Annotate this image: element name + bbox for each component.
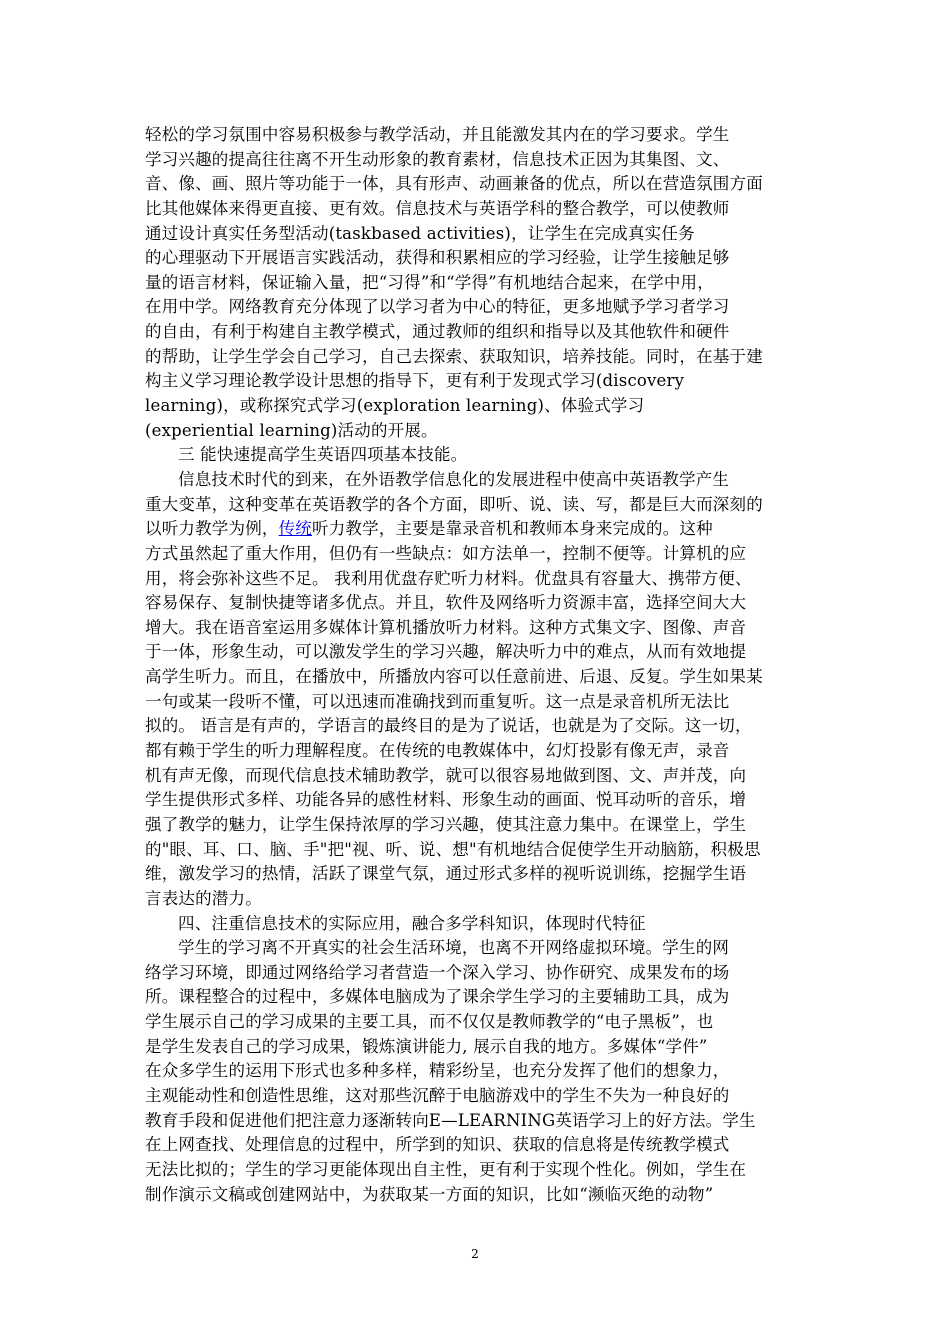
text-line: 增大。我在语音室运用多媒体计算机播放听力材料。这种方式集文字、图像、声音 (145, 617, 747, 637)
text-line: 一句或某一段听不懂，可以迅速而准确找到而重复听。这一点是录音机所无法比 (145, 691, 730, 711)
text-line: 量的语言材料，保证输入量，把“习得”和“学得”有机地结合起来，在学中用， (145, 272, 714, 292)
text-line-prefix: 以听力教学为例， (145, 519, 279, 539)
text-line: 是学生发表自己的学习成果，锻炼演讲能力, 展示自我的地方。多媒体“学件” (145, 1036, 708, 1056)
text-line: 所。课程整合的过程中，多媒体电脑成为了课余学生学习的主要辅助工具，成为 (145, 987, 730, 1007)
text-line: 于一体，形象生动，可以激发学生的学习兴趣，解决听力中的难点，从而有效地提 (145, 642, 747, 662)
text-line: 在上网查找、处理信息的过程中，所学到的知识、获取的信息将是传统教学模式 (145, 1135, 730, 1155)
text-line: 制作演示文稿或创建网站中，为获取某一方面的知识，比如“濒临灭绝的动物” (145, 1184, 714, 1204)
text-line: 的自由，有利于构建自主教学模式，通过教师的组织和指导以及其他软件和硬件 (145, 322, 730, 342)
text-line: 强了教学的魅力，让学生保持浓厚的学习兴趣，使其注意力集中。在课堂上，学生 (145, 814, 747, 834)
text-line: 三 能快速提高学生英语四项基本技能。 (178, 445, 468, 465)
text-line: 音、像、画、照片等功能于一体，具有形声、动画兼备的优点，所以在营造氛围方面 (145, 174, 763, 194)
text-line: 在用中学。网络教育充分体现了以学习者为中心的特征，更多地赋予学习者学习 (145, 297, 730, 317)
text-line: 拟的。 语言是有声的，学语言的最终目的是为了说话，也就是为了交际。这一切， (145, 716, 752, 736)
text-line: 机有声无像，而现代信息技术辅助教学，就可以很容易地做到图、文、声并茂，向 (145, 765, 747, 785)
text-line: 重大变革，这种变革在英语教学的各个方面，即听、说、读、写，都是巨大而深刻的 (145, 494, 763, 514)
text-line: 容易保存、复制快捷等诸多优点。并且，软件及网络听力资源丰富，选择空间大大 (145, 593, 747, 613)
text-line: 方式虽然起了重大作用，但仍有一些缺点：如方法单一，控制不便等。计算机的应 (145, 543, 747, 563)
text-line: 通过设计真实任务型活动(taskbased activities)，让学生在完成真实任务 (145, 223, 695, 243)
text-line: 用，将会弥补这些不足。 我利用优盘存贮听力材料。优盘具有容量大、携带方便、 (145, 568, 752, 588)
text-line: 在众多学生的运用下形式也多种多样，精彩纷呈，也充分发挥了他们的想象力， (145, 1061, 730, 1081)
text-line: 主观能动性和创造性思维，这对那些沉醉于电脑游戏中的学生不失为一种良好的 (145, 1085, 730, 1105)
text-line: 学生的学习离不开真实的社会生活环境，也离不开网络虚拟环境。学生的网 (178, 938, 730, 958)
text-line: 无法比拟的；学生的学习更能体现出自主性，更有利于实现个性化。例如，学生在 (145, 1159, 747, 1179)
text-line: 学生展示自己的学习成果的主要工具，而不仅仅是教师教学的“电子黑板”，也 (145, 1012, 714, 1032)
text-line-rest: 听力教学，主要是靠录音机和教师本身来完成的。这种 (312, 519, 713, 539)
hyperlink[interactable]: 传统 (278, 519, 313, 539)
text-line: 的帮助，让学生学会自己学习，自己去探索、获取知识，培养技能。同时，在基于建 (145, 346, 763, 366)
text-line: 教育手段和促进他们把注意力逐渐转向E—LEARNING英语学习上的好方法。学生 (145, 1110, 756, 1130)
text-line: 构主义学习理论教学设计思想的指导下，更有利于发现式学习(discovery (145, 371, 685, 391)
text-line: 四、注重信息技术的实际应用，融合多学科知识，体现时代特征 (178, 913, 646, 933)
text-line (145, 517, 807, 542)
text-line: 比其他媒体来得更直接、更有效。信息技术与英语学科的整合教学，可以使教师 (145, 198, 730, 218)
text-line: 学习兴趣的提高往往离不开生动形象的教育素材，信息技术正因为其集图、文、 (145, 149, 730, 169)
text-line: 的心理驱动下开展语言实践活动，获得和积累相应的学习经验，让学生接触足够 (145, 248, 730, 268)
text-line: 的"眼、耳、口、脑、手"把"视、听、说、想"有机地结合促使学生开动脑筋，积极思 (145, 839, 761, 859)
text-line: 高学生听力。而且，在播放中，所播放内容可以任意前进、后退、反复。学生如果某 (145, 667, 763, 687)
text-line: 都有赖于学生的听力理解程度。在传统的电教媒体中，幻灯投影有像无声，录音 (145, 741, 730, 761)
page-number: 2 (471, 1247, 479, 1261)
text-line: learning)，或称探究式学习(exploration learning)、体验式学习 (145, 396, 645, 416)
text-line: 维，激发学习的热情，活跃了课堂气氛，通过形式多样的视听说训练，挖掘学生语 (145, 864, 747, 884)
text-line: (experiential learning)活动的开展。 (145, 420, 438, 440)
text-line: 信息技术时代的到来，在外语教学信息化的发展进程中使高中英语教学产生 (178, 469, 730, 489)
text-line: 学生提供形式多样、功能各异的感性材料、形象生动的画面、悦耳动听的音乐，增 (145, 790, 747, 810)
text-line: 络学习环境，即通过网络给学习者营造一个深入学习、协作研究、成果发布的场 (145, 962, 730, 982)
text-line: 言表达的潜力。 (145, 888, 262, 908)
document-body (145, 123, 807, 1207)
text-line: 轻松的学习氛围中容易积极参与教学活动，并且能激发其内在的学习要求。学生 (145, 125, 730, 144)
